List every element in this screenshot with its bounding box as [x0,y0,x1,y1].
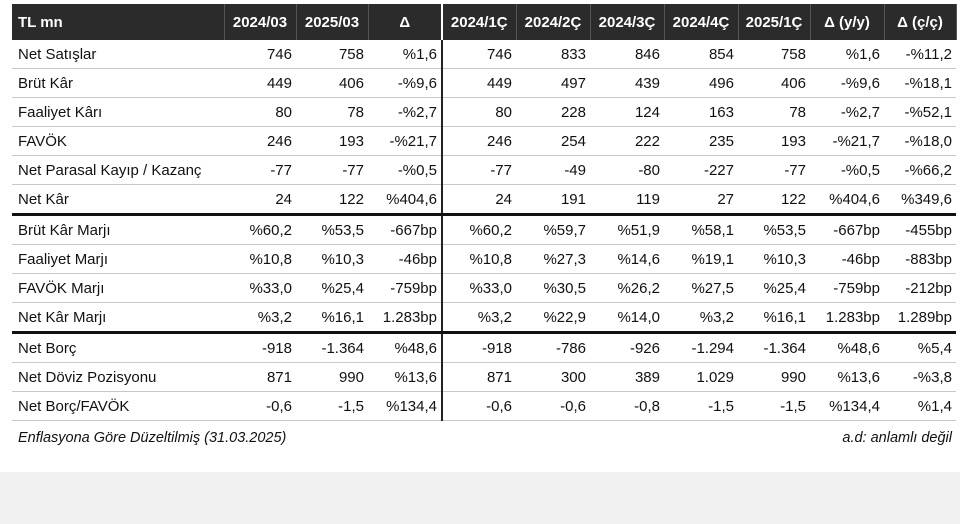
table-cell: -212bp [884,274,956,303]
table-cell: -%9,6 [810,69,884,98]
table-cell: %3,2 [664,303,738,333]
table-row [12,333,956,363]
table-cell: %53,5 [738,215,810,245]
table-cell: -77 [224,156,296,185]
table-cell: 1.289bp [884,303,956,333]
table-cell: %26,2 [590,274,664,303]
table-cell: 24 [224,185,296,215]
table-cell: 228 [516,98,590,127]
row-label: Net Kâr [12,185,224,215]
table-cell: %5,4 [884,333,956,363]
table-cell: -667bp [368,215,442,245]
table-cell: 300 [516,363,590,392]
table-cell: -1.364 [296,333,368,363]
table-cell: %60,2 [442,215,516,245]
table-cell: %1,6 [810,40,884,69]
table-cell: -77 [296,156,368,185]
table-row [12,40,956,69]
table-row [12,363,956,392]
row-label: Brüt Kâr Marjı [12,215,224,245]
table-cell: 1.029 [664,363,738,392]
table-row [12,303,956,333]
table-cell: -%2,7 [810,98,884,127]
inflation-adjusted-note: Enflasyona Göre Düzeltilmiş (31.03.2025) [18,430,287,446]
table-cell: -49 [516,156,590,185]
table-cell: -%18,0 [884,127,956,156]
table-cell: 124 [590,98,664,127]
table-cell: %53,5 [296,215,368,245]
table-cell: 990 [738,363,810,392]
table-header-row [12,4,956,40]
table-cell: 990 [296,363,368,392]
table-cell: 389 [590,363,664,392]
table-cell: 497 [516,69,590,98]
table-cell: %10,8 [442,245,516,274]
table-cell: %10,8 [224,245,296,274]
table-cell: 78 [738,98,810,127]
table-cell: %48,6 [368,333,442,363]
table-cell: 246 [224,127,296,156]
table-cell: -786 [516,333,590,363]
table-cell: 758 [738,40,810,69]
table-cell: -%21,7 [810,127,884,156]
table-cell: 833 [516,40,590,69]
table-cell: %3,2 [224,303,296,333]
table-cell: 746 [224,40,296,69]
row-label: FAVÖK [12,127,224,156]
table-cell: %10,3 [738,245,810,274]
table-cell: -77 [738,156,810,185]
table-cell: %14,0 [590,303,664,333]
table-cell: -1,5 [296,392,368,421]
table-cell: -%0,5 [368,156,442,185]
table-cell: -759bp [368,274,442,303]
table-cell: 222 [590,127,664,156]
table-cell: 235 [664,127,738,156]
table-cell: %13,6 [810,363,884,392]
header-2025-1q: 2025/1Ç [738,4,810,40]
table-cell: 80 [224,98,296,127]
table-cell: -%0,5 [810,156,884,185]
table-cell: 193 [296,127,368,156]
table-cell: 1.283bp [368,303,442,333]
table-row [12,69,956,98]
table-cell: -%21,7 [368,127,442,156]
table-cell: -0,6 [516,392,590,421]
table-cell: -80 [590,156,664,185]
table-cell: -667bp [810,215,884,245]
row-label: Brüt Kâr [12,69,224,98]
table-cell: %27,3 [516,245,590,274]
table-cell: 163 [664,98,738,127]
header-2024-03: 2024/03 [224,4,296,40]
row-label: FAVÖK Marjı [12,274,224,303]
header-2024-2q: 2024/2Ç [516,4,590,40]
header-delta-qq: Δ (ç/ç) [884,4,956,40]
table-body [12,40,956,421]
table-cell: -%52,1 [884,98,956,127]
table-cell: -1.364 [738,333,810,363]
table-cell: 24 [442,185,516,215]
table-cell: 1.283bp [810,303,884,333]
row-label: Net Parasal Kayıp / Kazanç [12,156,224,185]
table-cell: %10,3 [296,245,368,274]
table-row [12,127,956,156]
table-row [12,392,956,421]
table-cell: 191 [516,185,590,215]
table-cell: %1,4 [884,392,956,421]
row-label: Faaliyet Marjı [12,245,224,274]
table-cell: 406 [296,69,368,98]
table-cell: -227 [664,156,738,185]
table-cell: %22,9 [516,303,590,333]
table-cell: -0,6 [442,392,516,421]
table-cell: %349,6 [884,185,956,215]
table-cell: 746 [442,40,516,69]
table-cell: 122 [296,185,368,215]
header-2024-3q: 2024/3Ç [590,4,664,40]
table-cell: %16,1 [738,303,810,333]
header-delta: Δ [368,4,442,40]
row-label: Faaliyet Kârı [12,98,224,127]
header-metric: TL mn [12,4,224,40]
table-cell: %134,4 [810,392,884,421]
table-cell: -1,5 [664,392,738,421]
table-cell: -%11,2 [884,40,956,69]
table-cell: 758 [296,40,368,69]
table-cell: -1.294 [664,333,738,363]
table-cell: 246 [442,127,516,156]
table-cell: 846 [590,40,664,69]
table-cell: %30,5 [516,274,590,303]
table-row [12,156,956,185]
table-cell: 80 [442,98,516,127]
table-cell: %14,6 [590,245,664,274]
table-cell: -455bp [884,215,956,245]
table-cell: -0,6 [224,392,296,421]
table-cell: 439 [590,69,664,98]
table-row [12,274,956,303]
row-label: Net Borç [12,333,224,363]
table-cell: 119 [590,185,664,215]
table-cell: -%66,2 [884,156,956,185]
table-cell: -46bp [810,245,884,274]
table-cell: -1,5 [738,392,810,421]
table-cell: %404,6 [368,185,442,215]
table-cell: %58,1 [664,215,738,245]
table-cell: %134,4 [368,392,442,421]
table-cell: -926 [590,333,664,363]
table-row [12,185,956,215]
table-cell: 449 [442,69,516,98]
abbreviation-note: a.d: anlamlı değil [842,430,952,446]
table-cell: -883bp [884,245,956,274]
header-2024-4q: 2024/4Ç [664,4,738,40]
table-cell: %3,2 [442,303,516,333]
table-cell: %404,6 [810,185,884,215]
table-row [12,215,956,245]
table-cell: 854 [664,40,738,69]
table-cell: -46bp [368,245,442,274]
table-cell: -%9,6 [368,69,442,98]
header-2024-1q: 2024/1Ç [442,4,516,40]
table-row [12,245,956,274]
table-cell: %25,4 [296,274,368,303]
table-cell: 193 [738,127,810,156]
table-cell: %51,9 [590,215,664,245]
table-cell: 27 [664,185,738,215]
table-cell: -%3,8 [884,363,956,392]
header-2025-03: 2025/03 [296,4,368,40]
table-cell: -77 [442,156,516,185]
table-cell: %13,6 [368,363,442,392]
table-cell: %59,7 [516,215,590,245]
row-label: Net Borç/FAVÖK [12,392,224,421]
table-cell: %60,2 [224,215,296,245]
table-cell: 122 [738,185,810,215]
table-cell: 78 [296,98,368,127]
row-label: Net Döviz Pozisyonu [12,363,224,392]
table-cell: -918 [224,333,296,363]
table-cell: %19,1 [664,245,738,274]
header-delta-yy: Δ (y/y) [810,4,884,40]
table-cell: 871 [442,363,516,392]
table-cell: 254 [516,127,590,156]
table-cell: %48,6 [810,333,884,363]
table-cell: %27,5 [664,274,738,303]
table-cell: %25,4 [738,274,810,303]
table-cell: -918 [442,333,516,363]
table-cell: -%2,7 [368,98,442,127]
table-cell: 406 [738,69,810,98]
table-cell: 449 [224,69,296,98]
table-cell: -0,8 [590,392,664,421]
table-cell: %1,6 [368,40,442,69]
row-label: Net Kâr Marjı [12,303,224,333]
table-cell: 871 [224,363,296,392]
financial-summary-table [12,4,957,421]
table-cell: %16,1 [296,303,368,333]
table-cell: -%18,1 [884,69,956,98]
table-cell: %33,0 [442,274,516,303]
table-row [12,98,956,127]
table-cell: -759bp [810,274,884,303]
table-cell: 496 [664,69,738,98]
row-label: Net Satışlar [12,40,224,69]
table-cell: %33,0 [224,274,296,303]
